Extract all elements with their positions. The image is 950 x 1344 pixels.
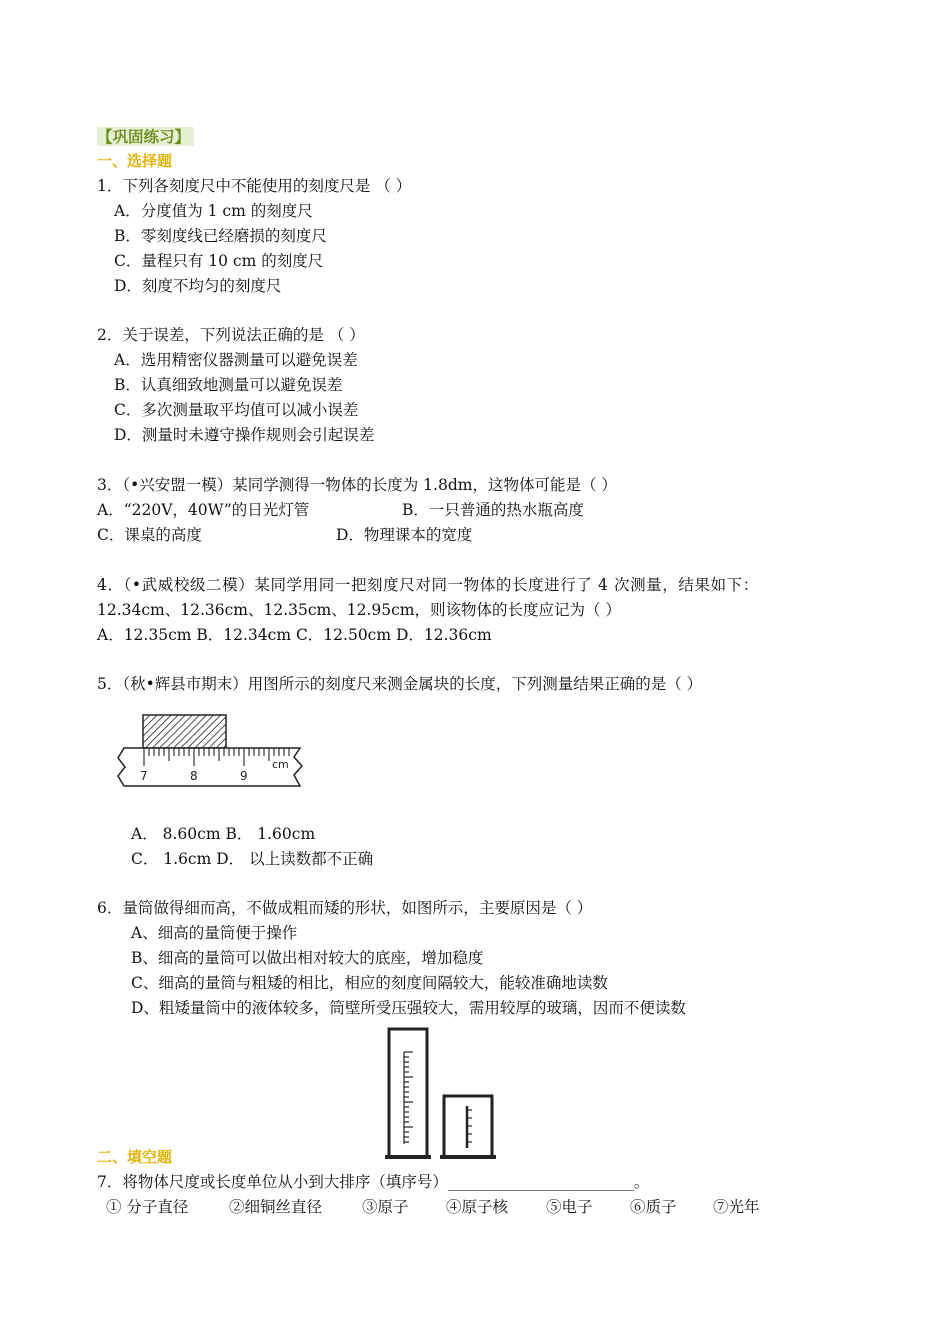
question-7-item-3: ③原子	[362, 1198, 409, 1216]
question-2-option-c: C．多次测量取平均值可以减小误差	[114, 401, 359, 419]
question-5-options-row-2: C． 1.6cm D． 以上读数都不正确	[131, 850, 374, 868]
question-2-option-a: A．选用精密仪器测量可以避免误差	[114, 351, 358, 369]
question-6-option-d: D、粗矮量筒中的液体较多，筒壁所受压强较大，需用较厚的玻璃，因而不便读数	[131, 999, 686, 1017]
question-1-option-d: D．刻度不均匀的刻度尺	[114, 277, 282, 295]
question-6-stem: 6．量筒做得细而高，不做成粗而矮的形状，如图所示，主要原因是（ ）	[97, 899, 593, 917]
section-title-fill-blank: 二、填空题	[97, 1148, 173, 1166]
question-6-option-b: B、细高的量筒可以做出相对较大的底座，增加稳度	[131, 949, 484, 967]
question-2-stem: 2．关于误差，下列说法正确的是 （ ）	[97, 326, 365, 344]
question-7-item-5: ⑤电子	[546, 1198, 593, 1216]
question-7-item-6: ⑥质子	[630, 1198, 677, 1216]
question-6-option-a: A、细高的量筒便于操作	[131, 924, 298, 942]
question-1-option-c: C．量程只有 10 cm 的刻度尺	[114, 252, 324, 270]
question-3-option-b: B．一只普通的热水瓶高度	[402, 501, 584, 519]
question-3-stem: 3．（•兴安盟一模）某同学测得一物体的长度为 1.8dm，这物体可能是（ ）	[97, 476, 617, 494]
question-7-item-4: ④原子核	[446, 1198, 509, 1216]
heading-label: 【巩固练习】	[97, 127, 194, 146]
question-3-option-a: A．“220V，40W”的日光灯管	[97, 501, 310, 519]
question-7-stem: 7．将物体尺度或长度单位从小到大排序（填序号）________________________。	[97, 1173, 650, 1191]
cylinders-figure	[384, 1026, 510, 1162]
metal-block	[143, 715, 226, 748]
question-4-stem: 4．（•武威校级二模）某同学用同一把刻度尺对同一物体的长度进行了 4 次测量，结果如下：	[97, 576, 759, 594]
page-heading	[97, 127, 194, 147]
tall-cylinder	[389, 1029, 427, 1157]
question-1-option-a: A．分度值为 1 cm 的刻度尺	[114, 202, 313, 220]
question-3-option-c: C．课桌的高度	[97, 526, 202, 544]
question-1-option-b: B．零刻度线已经磨损的刻度尺	[114, 227, 327, 245]
ruler-label-9: 9	[240, 769, 248, 783]
question-1-stem: 1．下列各刻度尺中不能使用的刻度尺是 （ ）	[97, 177, 412, 195]
question-7-item-7: ⑦光年	[713, 1198, 760, 1216]
question-5-stem: 5．（秋•辉县市期末）用图所示的刻度尺来测金属块的长度，下列测量结果正确的是（ ）	[97, 675, 703, 693]
question-5-options-row-1: A． 8.60cm B． 1.60cm	[131, 825, 316, 843]
question-2-option-b: B．认真细致地测量可以避免误差	[114, 376, 343, 394]
question-7-item-1: ① 分子直径	[106, 1198, 189, 1216]
ruler-label-8: 8	[190, 769, 198, 783]
ruler-figure	[112, 710, 312, 795]
question-4-options: A．12.35cm B．12.34cm C．12.50cm D．12.36cm	[97, 626, 492, 644]
question-6-option-c: C、细高的量筒与粗矮的相比，相应的刻度间隔较大，能较准确地读数	[131, 974, 608, 992]
question-2-option-d: D．测量时未遵守操作规则会引起误差	[114, 426, 375, 444]
ruler-label-7: 7	[140, 769, 148, 783]
question-4-stem-continued: 12.34cm、12.36cm、12.35cm、12.95cm，则该物体的长度应记为（ ）	[97, 601, 621, 619]
question-3-option-d: D．物理课本的宽度	[336, 526, 473, 544]
section-title-choice: 一、选择题	[97, 152, 173, 170]
ruler-unit: cm	[272, 758, 289, 771]
question-7-item-2: ②细铜丝直径	[229, 1198, 323, 1216]
